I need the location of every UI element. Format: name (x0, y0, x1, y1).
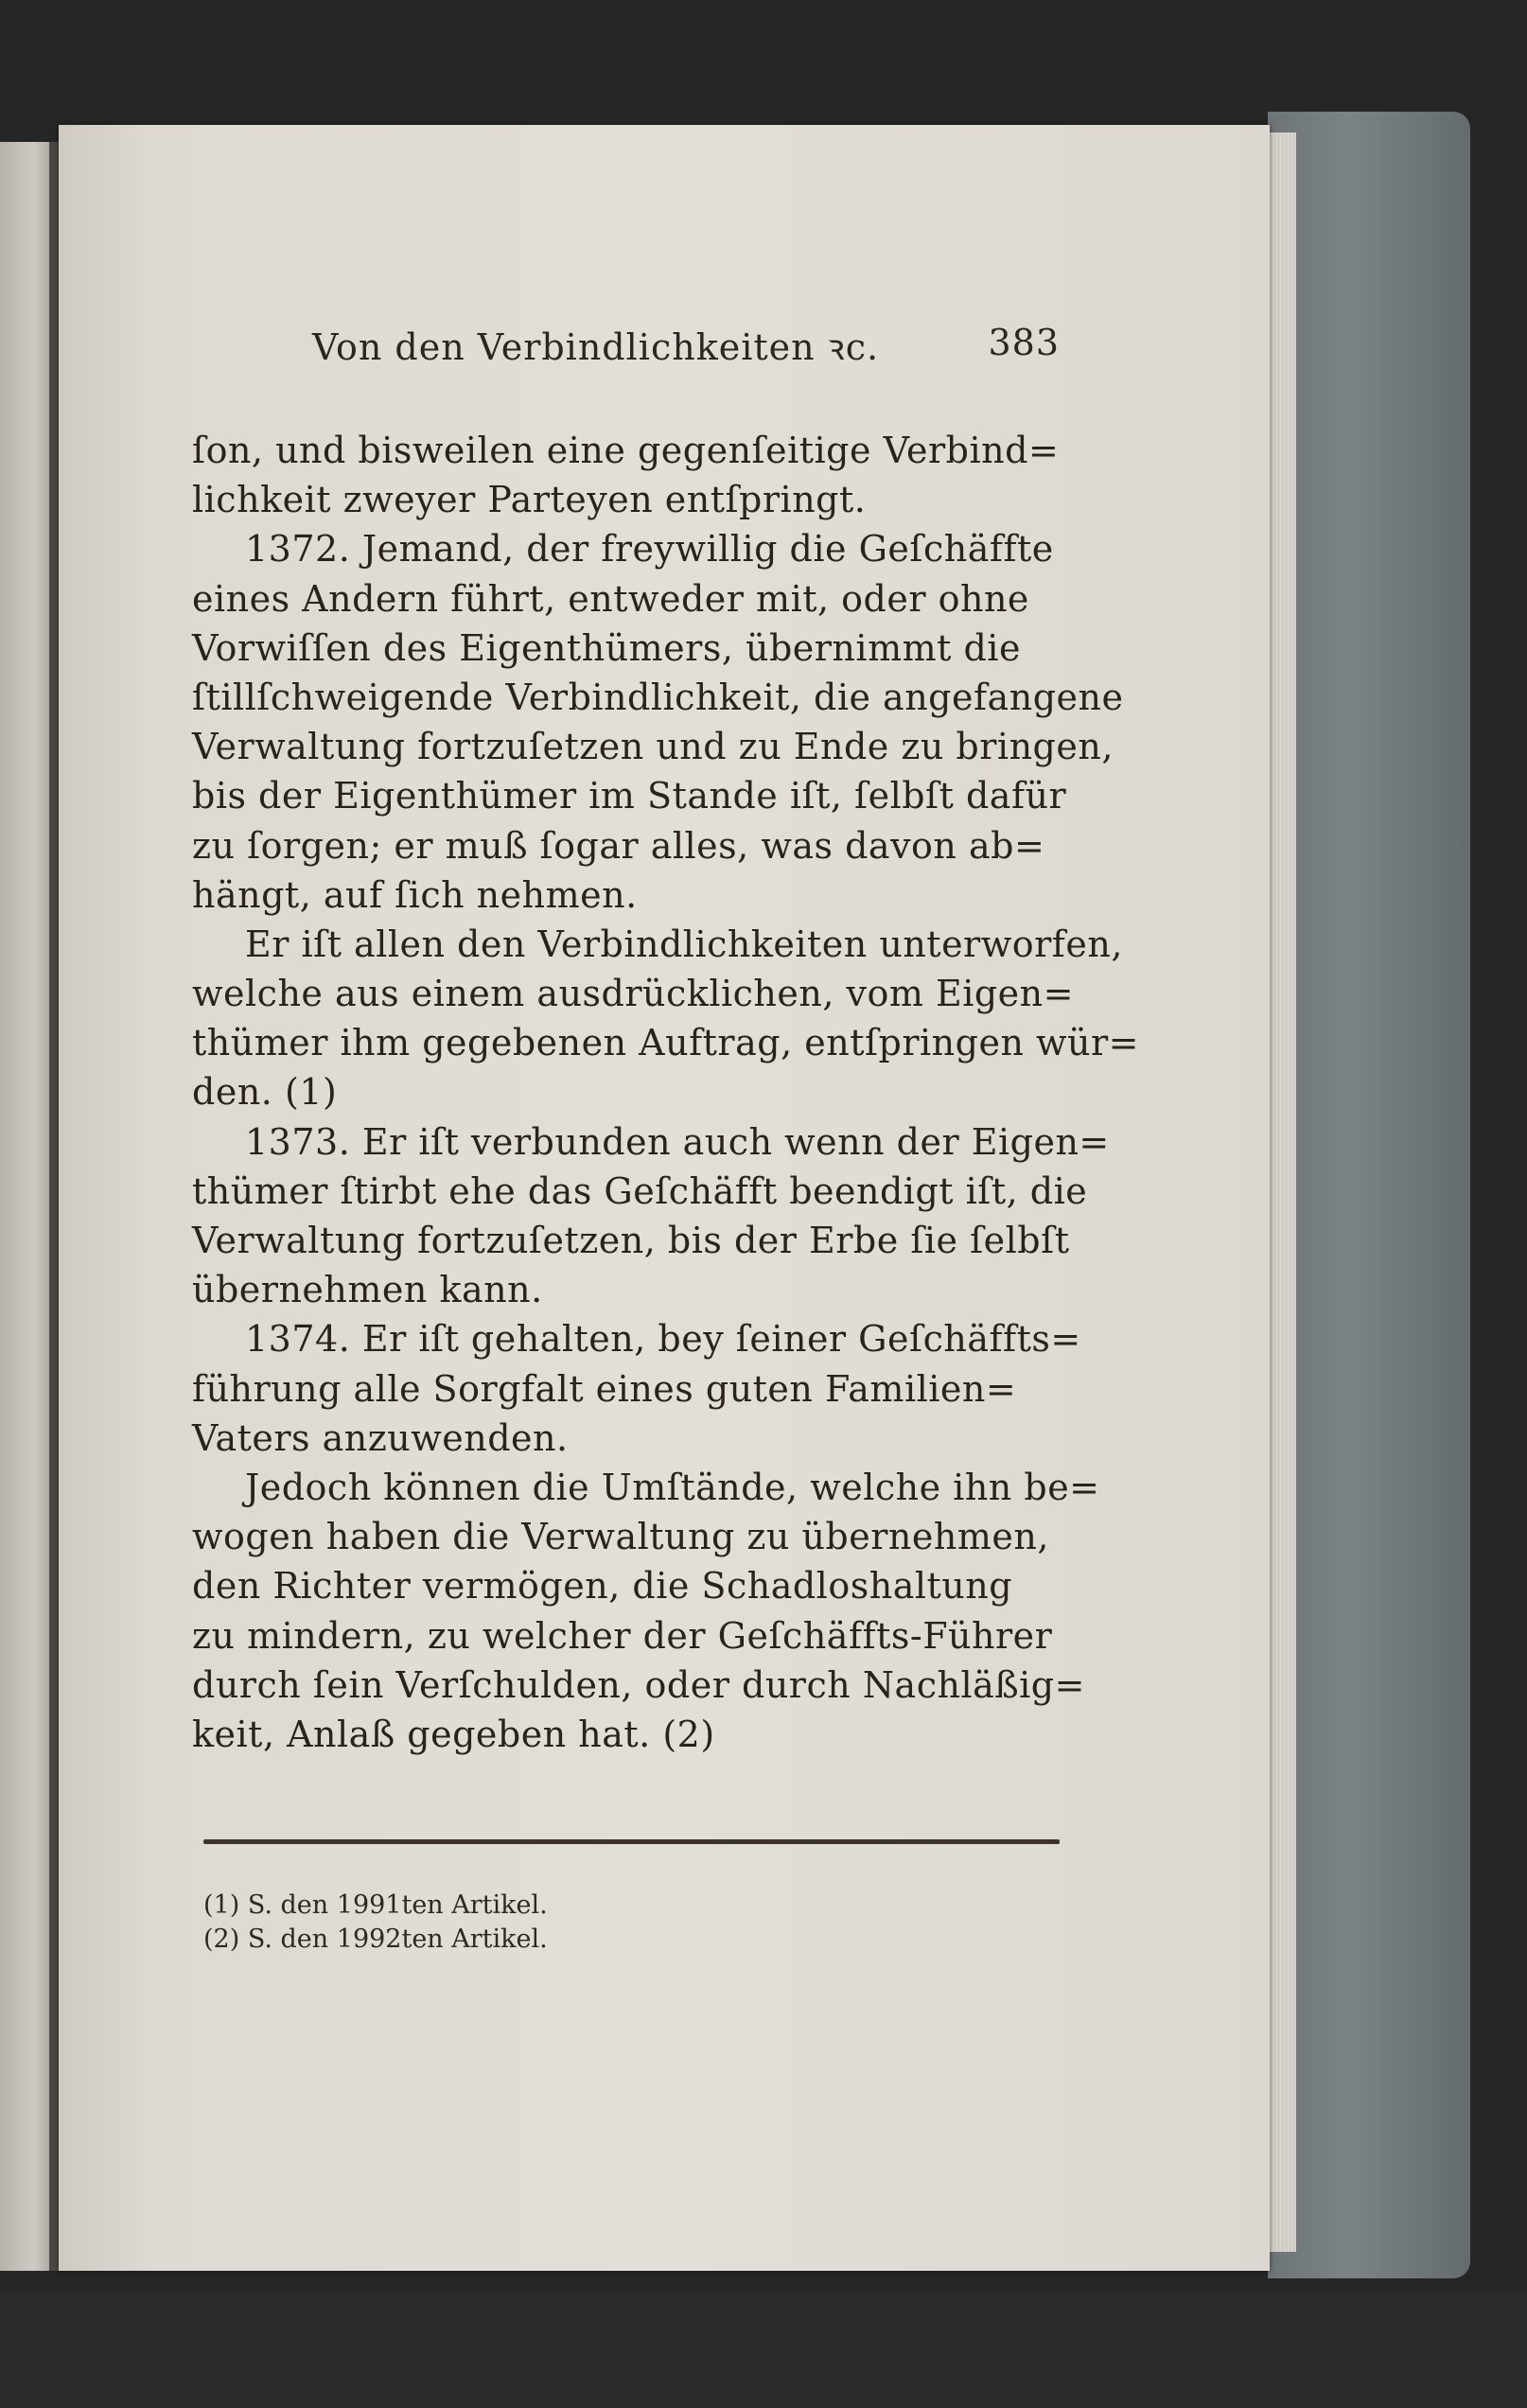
text-line: den. (1) (192, 1071, 338, 1114)
text-line: bis der Eigenthümer im Stande iſt, ſelbſt dafür (192, 775, 1067, 817)
text-line: den Richter vermögen, die Schadloshaltung (192, 1565, 1013, 1608)
paragraph-1372-start: 1372. Jemand, der freywillig die Geſchäffte (245, 528, 1054, 571)
text-line: führung alle Sorgfalt eines guten Familien= (192, 1367, 1017, 1410)
paragraph-1373-start: 1373. Er iſt verbunden auch wenn der Eigen= (245, 1120, 1110, 1163)
text-line: hängt, auf ſich nehmen. (192, 873, 638, 916)
text-line: Verwaltung fortzuſetzen und zu Ende zu bringen, (192, 726, 1114, 768)
paragraph-1374-start: 1374. Er iſt gehalten, bey ſeiner Geſchäffts= (245, 1318, 1081, 1361)
text-line: Verwaltung fortzuſetzen, bis der Erbe ſie ſelbſt (192, 1220, 1070, 1261)
text-line: ſon, und bisweilen eine gegenſeitige Verbind= (192, 430, 1060, 471)
paragraph-start: Er iſt allen den Verbindlichkeiten unterworfen, (245, 923, 1123, 965)
footnote-1: (1) S. den 1991ten Artikel. (203, 1890, 548, 1920)
text-line: ſtillſchweigende Verbindlichkeit, die angefangene (192, 676, 1124, 718)
page-number: 383 (988, 322, 1060, 363)
text-line: lichkeit zweyer Parteyen entſpringt. (192, 479, 867, 521)
text-line: thümer ſtirbt ehe das Geſchäfft beendigt iſt, die (192, 1169, 1088, 1212)
running-head-title: Von den Verbindlichkeiten ꝛc. (312, 326, 880, 368)
body-text (192, 426, 1140, 1759)
footnote-2: (2) S. den 1992ten Artikel. (203, 1925, 548, 1954)
text-line: zu mindern, zu welcher der Geſchäffts-Führer (192, 1614, 1053, 1657)
text-line: thümer ihm gegebenen Auftrag, entſpringen wür= (192, 1022, 1140, 1064)
text-line: übernehmen kann. (192, 1269, 543, 1311)
footnotes (203, 1889, 1055, 1957)
text-line: Vaters anzuwenden. (192, 1416, 569, 1459)
text-line: durch ſein Verſchulden, oder durch Nachläßig= (192, 1663, 1085, 1706)
running-head (312, 322, 1060, 378)
text-line: Vorwiſſen des Eigenthümers, übernimmt die (192, 626, 1021, 669)
text-line: keit, Anlaß gegeben hat. (2) (192, 1713, 715, 1755)
text-line: eines Andern führt, entweder mit, oder ohne (192, 577, 1029, 620)
text-line: welche aus einem ausdrücklichen, vom Eigen= (192, 973, 1074, 1015)
backdrop (0, 2290, 1527, 2408)
facing-page-edge (0, 142, 57, 2271)
footnote-rule (203, 1839, 1060, 1844)
text-line: zu ſorgen; er muß ſogar alles, was davon ab= (192, 824, 1045, 867)
paragraph-start: Jedoch können die Umſtände, welche ihn be= (245, 1466, 1100, 1508)
text-line: wogen haben die Verwaltung zu übernehmen, (192, 1516, 1049, 1558)
book-cover (1268, 112, 1470, 2278)
